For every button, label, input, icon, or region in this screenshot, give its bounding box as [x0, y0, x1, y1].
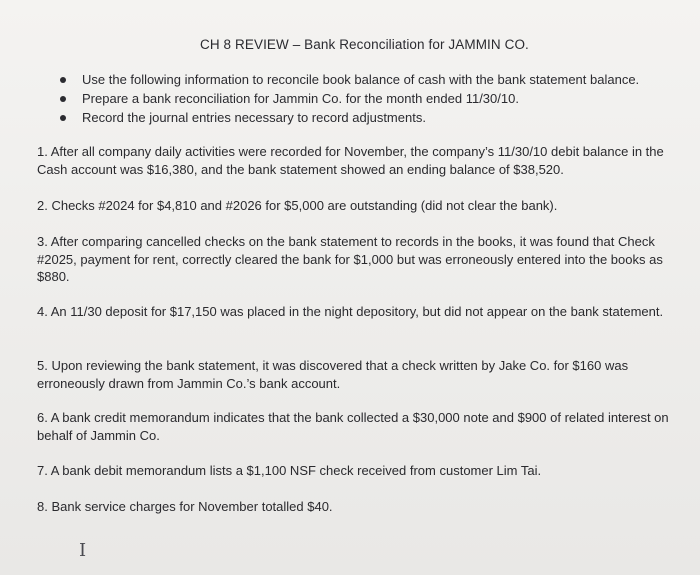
page-title: CH 8 REVIEW – Bank Reconciliation for JAMMIN CO.	[200, 37, 529, 52]
problem-item-6: 6. A bank credit memorandum indicates that the bank collected a $30,000 note and $900 of related interest on behalf of Jammin Co.	[37, 410, 669, 443]
problem-item-8: 8. Bank service charges for November totalled $40.	[37, 499, 333, 514]
problem-item-3: 3. After comparing cancelled checks on the bank statement to records in the books, it was found that Check #2025, payment for rent, correctly cleared the bank for $1,000 but was erroneously entered into the books as $880.	[37, 234, 663, 284]
text-cursor-icon: I	[79, 540, 87, 561]
instruction-item	[60, 89, 639, 108]
problem-item-1: 1. After all company daily activities were recorded for November, the company’s 11/30/10 debit balance in the Cash account was $16,380, and the bank statement showed an ending balance of $38,520.	[37, 144, 664, 177]
instruction-text: Record the journal entries necessary to record adjustments.	[82, 110, 426, 125]
bullet-icon	[60, 77, 66, 83]
problem-item-4: 4. An 11/30 deposit for $17,150 was placed in the night depository, but did not appear on the bank statement.	[37, 304, 664, 319]
instruction-item	[60, 108, 639, 127]
instruction-list	[60, 70, 639, 127]
bullet-icon	[60, 96, 66, 102]
problem-item-7: 7. A bank debit memorandum lists a $1,100 NSF check received from customer Lim Tai.	[37, 463, 542, 478]
instruction-text: Use the following information to reconcile book balance of cash with the bank statement balance.	[82, 72, 640, 87]
instruction-text: Prepare a bank reconciliation for Jammin Co. for the month ended 11/30/10.	[82, 91, 519, 106]
bullet-icon	[60, 115, 66, 121]
instruction-item	[60, 70, 639, 89]
problem-item-2: 2. Checks #2024 for $4,810 and #2026 for $5,000 are outstanding (did not clear the bank).	[37, 198, 558, 213]
problem-item-5: 5. Upon reviewing the bank statement, it was discovered that a check written by Jake Co. for $160 was erroneously drawn from Jammin Co.’s bank account.	[37, 358, 629, 391]
